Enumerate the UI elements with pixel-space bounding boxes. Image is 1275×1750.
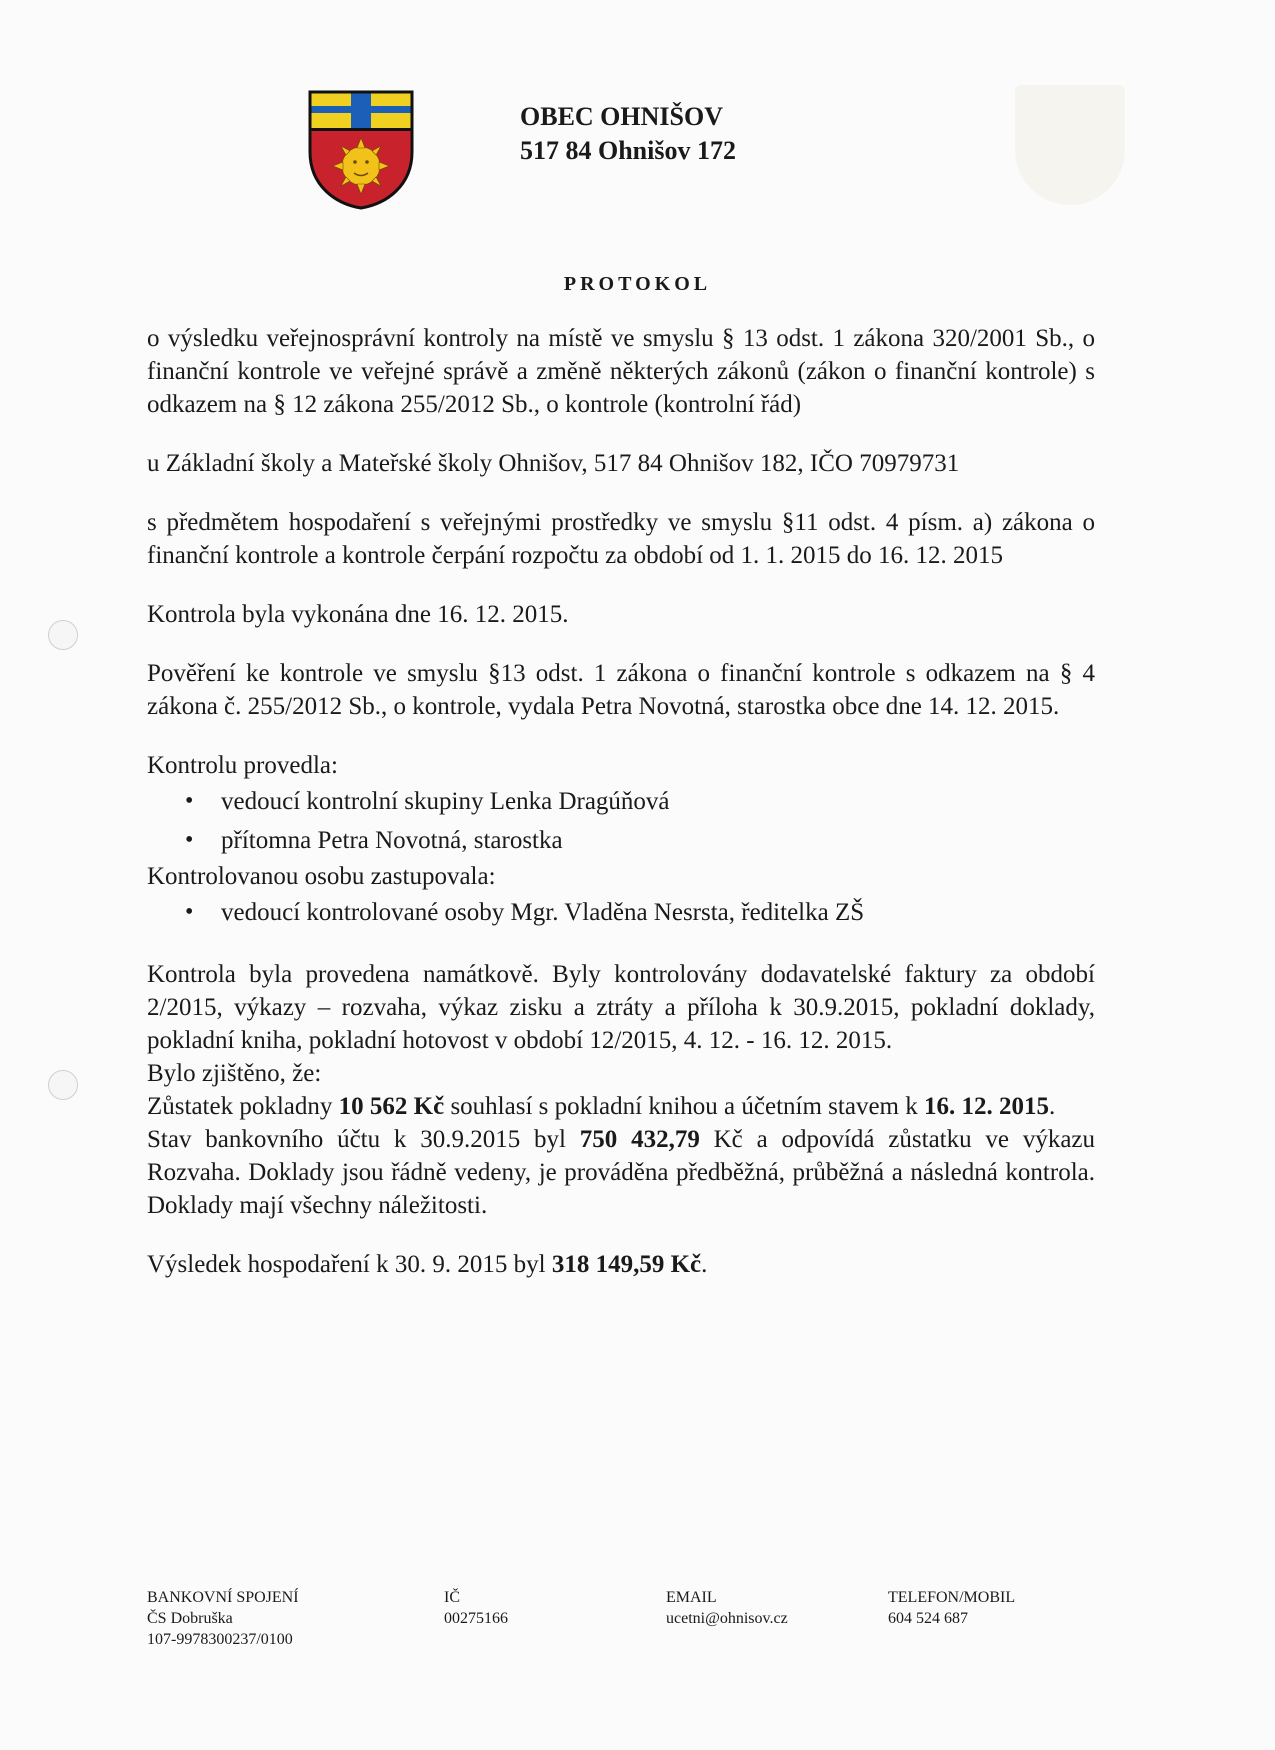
paragraph-authorization: Pověření ke kontrole ve smyslu §13 odst. 1 zákona o finanční kontrole s odkazem na § 4 zákona č. 255/2012 Sb., o kontrole, vydala Petra Novotná, starostka obce dne 14. 12. 2015. bbox=[147, 660, 1095, 720]
found-label: Bylo zjištěno, že: bbox=[147, 1060, 322, 1087]
email-label: EMAIL bbox=[666, 1589, 717, 1606]
footer-bank bbox=[147, 1587, 299, 1650]
bank-account: 107-9978300237/0100 bbox=[147, 1631, 293, 1648]
footer-phone bbox=[888, 1587, 1015, 1629]
text-span: Stav bankovního účtu k 30.9.2015 byl bbox=[147, 1126, 580, 1153]
paragraph-cash bbox=[147, 1090, 1095, 1123]
municipality-address: 517 84 Ohnišov 172 bbox=[520, 136, 736, 165]
bank-amount: 750 432,79 bbox=[579, 1126, 700, 1153]
text-span: Kč a odpovídá zůstatku ve výkazu Rozvaha. Doklady jsou řádně vedeny, je prováděna předběžná, průběžná a následná kontrola. Doklady mají všechny náležitosti. bbox=[147, 1126, 1096, 1219]
bank-name: ČS Dobruška bbox=[147, 1610, 233, 1627]
cash-date: 16. 12. 2015 bbox=[924, 1093, 1049, 1120]
text-span: Zůstatek pokladny bbox=[147, 1093, 339, 1120]
ic-label: IČ bbox=[444, 1589, 460, 1606]
paragraph-inspection: Kontrola byla provedena namátkově. Byly kontrolovány dodavatelské faktury za období 2/2015, výkazy – rozvaha, výkaz zisku a ztráty a příloha k 30.9.2015, pokladní doklady, pokladní kniha, pokladní hotovost v období 12/2015, 4. 12. - 16. 12. 2015. bbox=[147, 961, 1095, 1054]
list-item: • vedoucí kontrolní skupiny Lenka Dragúňová bbox=[221, 782, 1095, 821]
email-value: ucetni@ohnisov.cz bbox=[666, 1610, 788, 1627]
result-amount: 318 149,59 Kč bbox=[551, 1251, 702, 1278]
text-span: . bbox=[701, 1251, 708, 1278]
represented-list bbox=[147, 893, 1095, 932]
phone-value: 604 524 687 bbox=[888, 1610, 968, 1627]
performed-by-label: Kontrolu provedla: bbox=[147, 752, 338, 779]
paragraph-bank bbox=[147, 1123, 1095, 1222]
punch-hole bbox=[48, 620, 78, 650]
text-span: souhlasí s pokladní knihou a účetním stavem k bbox=[444, 1093, 924, 1120]
letterhead bbox=[520, 100, 736, 168]
footer-email bbox=[666, 1587, 788, 1629]
document-title: PROTOKOL bbox=[563, 273, 712, 295]
paragraph-result bbox=[147, 1248, 1095, 1281]
ic-value: 00275166 bbox=[444, 1610, 508, 1627]
paragraph-date: Kontrola byla vykonána dne 16. 12. 2015. bbox=[147, 601, 569, 628]
bank-label: BANKOVNÍ SPOJENÍ bbox=[147, 1589, 299, 1606]
text-span: Výsledek hospodaření k 30. 9. 2015 byl bbox=[147, 1251, 552, 1278]
paragraph-subject: o výsledku veřejnosprávní kontroly na místě ve smyslu § 13 odst. 1 zákona 320/2001 Sb., o finanční kontrole ve veřejné správě a změně některých zákonů (zákon o finanční kontrole) s odkazem na § 12 zákona 255/2012 Sb., o kontrole (kontrolní řád) bbox=[147, 325, 1095, 418]
protocol-body bbox=[147, 322, 1095, 1281]
phone-label: TELEFON/MOBIL bbox=[888, 1589, 1016, 1606]
punch-hole bbox=[48, 1070, 78, 1100]
paragraph-school: u Základní školy a Mateřské školy Ohnišov, 517 84 Ohnišov 182, IČO 70979731 bbox=[147, 450, 960, 477]
represented-label: Kontrolovanou osobu zastupovala: bbox=[147, 863, 496, 890]
paragraph-scope: s předmětem hospodaření s veřejnými prostředky ve smyslu §11 odst. 4 písm. a) zákona o finanční kontrole a kontrole čerpání rozpočtu za období od 1. 1. 2015 do 16. 12. 2015 bbox=[147, 509, 1095, 569]
coat-of-arms-icon bbox=[308, 90, 414, 210]
performed-by-list bbox=[147, 782, 1095, 860]
footer-ic bbox=[444, 1587, 508, 1629]
bleed-through-crest bbox=[1015, 85, 1125, 205]
text-span: . bbox=[1049, 1093, 1056, 1120]
cash-amount: 10 562 Kč bbox=[338, 1093, 445, 1120]
list-item: • vedoucí kontrolované osoby Mgr. Vladěna Nesrsta, ředitelka ZŠ bbox=[221, 893, 1095, 932]
list-item: • přítomna Petra Novotná, starostka bbox=[221, 821, 1095, 860]
municipality-name: OBEC OHNIŠOV bbox=[520, 102, 723, 131]
